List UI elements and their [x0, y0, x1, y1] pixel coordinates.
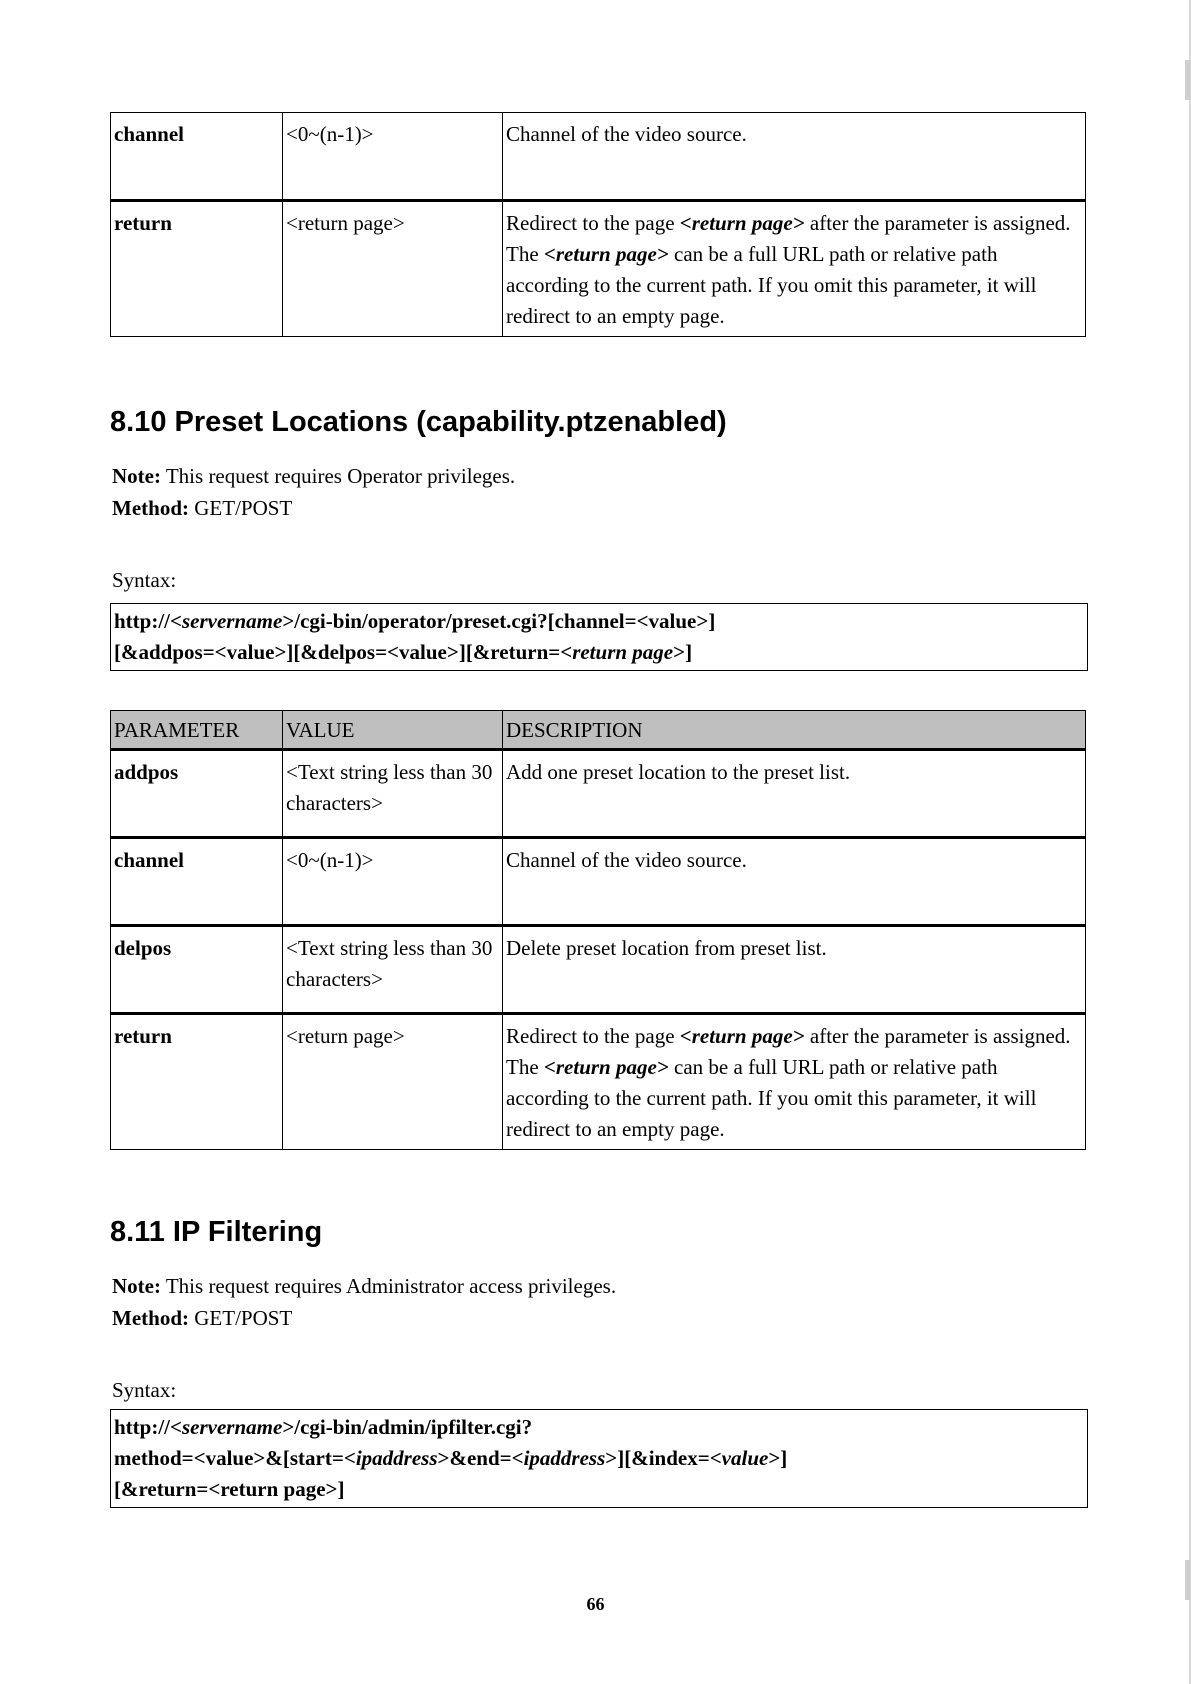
- param-value: <return page>: [283, 201, 503, 337]
- syntax-label: Syntax:: [112, 1378, 177, 1402]
- param-name: channel: [111, 113, 283, 201]
- table-row: [111, 1014, 1086, 1150]
- syntax-label: Syntax:: [112, 568, 177, 592]
- page-edge-tab: [1185, 60, 1191, 100]
- syntax-box: [110, 1409, 1088, 1508]
- page-number: 66: [586, 1594, 605, 1614]
- param-value: <0~(n-1)>: [283, 838, 503, 926]
- table-row: [111, 838, 1086, 926]
- method-line: Method: GET/POST: [112, 1306, 293, 1330]
- table-row: [111, 201, 1086, 337]
- param-name: addpos: [111, 750, 283, 838]
- table-row: [111, 750, 1086, 838]
- param-description: Redirect to the page <return page> after the parameter is assigned. The <return page> can be a full URL path or relative path according to the current path. If you omit this parameter, it will redirect to an empty page.: [503, 201, 1086, 337]
- param-value: <Text string less than 30 characters>: [283, 750, 503, 838]
- table-row: [111, 113, 1086, 201]
- param-description: Channel of the video source.: [503, 838, 1086, 926]
- param-description: Channel of the video source.: [503, 113, 1086, 201]
- note-line: Note: This request requires Administrator access privileges.: [112, 1274, 617, 1298]
- method-line: Method: GET/POST: [112, 496, 293, 520]
- parameter-table-continued: [110, 112, 1086, 337]
- param-value: <return page>: [283, 1014, 503, 1150]
- param-name: channel: [111, 838, 283, 926]
- param-name: return: [111, 1014, 283, 1150]
- column-header: DESCRIPTION: [503, 711, 1086, 750]
- param-value: <Text string less than 30 characters>: [283, 926, 503, 1014]
- syntax-line: http://<servername>/cgi-bin/operator/preset.cgi?[channel=<value>]: [114, 609, 716, 633]
- table-row: [111, 926, 1086, 1014]
- param-name: return: [111, 201, 283, 337]
- param-description: Add one preset location to the preset list.: [503, 750, 1086, 838]
- section-heading: 8.11 IP Filtering: [110, 1216, 323, 1248]
- column-header: VALUE: [283, 711, 503, 750]
- table-header-row: [111, 711, 1086, 750]
- syntax-line: [&addpos=<value>][&delpos=<value>][&return=<return page>]: [114, 640, 693, 664]
- parameter-table: [110, 710, 1086, 1150]
- section-heading: 8.10 Preset Locations (capability.ptzenabled): [110, 406, 727, 438]
- param-description: Delete preset location from preset list.: [503, 926, 1086, 1014]
- param-name: delpos: [111, 926, 283, 1014]
- param-description: Redirect to the page <return page> after the parameter is assigned. The <return page> can be a full URL path or relative path according to the current path. If you omit this parameter, it will redirect to an empty page.: [503, 1014, 1086, 1150]
- syntax-line: [&return=<return page>]: [114, 1477, 345, 1501]
- note-line: Note: This request requires Operator privileges.: [112, 464, 516, 488]
- param-value: <0~(n-1)>: [283, 113, 503, 201]
- column-header: PARAMETER: [111, 711, 283, 750]
- syntax-line: method=<value>&[start=<ipaddress>&end=<ipaddress>][&index=<value>]: [114, 1446, 788, 1470]
- syntax-box: [110, 603, 1088, 671]
- syntax-line: http://<servername>/cgi-bin/admin/ipfilter.cgi?: [114, 1415, 533, 1439]
